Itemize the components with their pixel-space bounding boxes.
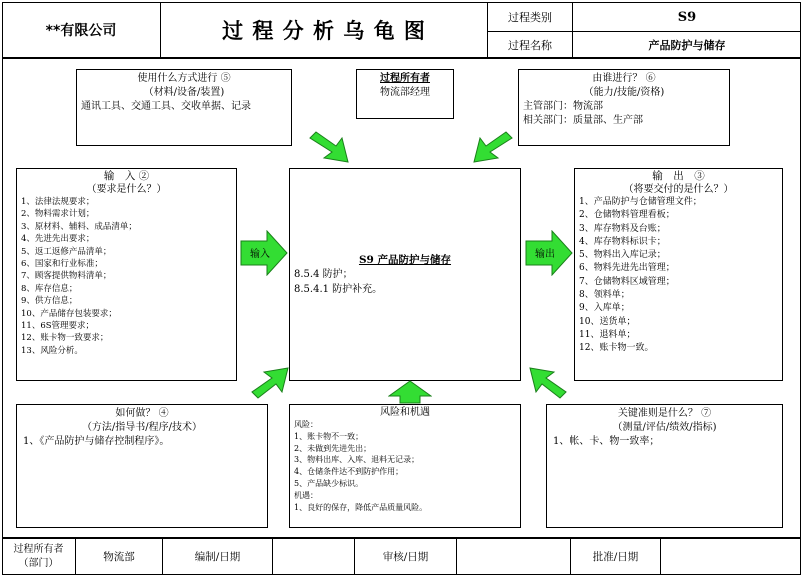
list-item: 1、产品防护与仓储管理文件； [579, 197, 702, 207]
list-item: 11、6S管理要求； [21, 321, 95, 332]
outputs-title: 输 出 ③ [652, 170, 705, 182]
center-title: S9 产品防护与储存 [358, 254, 452, 266]
list-item: 5、返工返修产品清单； [21, 246, 112, 257]
inputs-box [16, 168, 237, 381]
arrow-risk-to-process [388, 380, 432, 404]
outputs-list [579, 196, 778, 356]
criteria-title: 关键准则是什么？ ⑦ [617, 408, 712, 419]
list-item: 4、仓储条件达不到防护作用； [294, 467, 404, 477]
risk-label: 风险： [294, 420, 318, 429]
footer-approved-label: 批准/日期 [592, 551, 639, 563]
how-item: 1、《产品防护与储存控制程序》。 [23, 436, 170, 447]
who-box [518, 69, 730, 146]
criteria-item: 1、帐、卡、物一致率； [553, 436, 660, 447]
arrow-how-to-process [248, 362, 292, 402]
list-item: 1、账卡物不一致； [294, 431, 364, 441]
arrow-down-left-icon [468, 128, 516, 168]
company-name: **有限公司 [45, 22, 117, 39]
owner-value: 物流部经理 [380, 87, 430, 98]
who-subtitle: （能力/技能/资格) [583, 87, 665, 98]
list-item: 4、库存物料标识卡； [579, 236, 666, 247]
center-line-2: 8.5.4.1 防护补充。 [294, 284, 383, 295]
inputs-list [21, 196, 232, 357]
process-name-label: 过程名称 [508, 38, 552, 52]
list-item: 3、库存物料及台账； [579, 223, 666, 234]
list-item: 12、账卡物一致。 [579, 343, 654, 354]
list-item: 5、产品缺少标识。 [294, 478, 364, 488]
inputs-subtitle: （要求是什么？） [86, 184, 167, 195]
list-item: 1、法律法规要求； [21, 197, 95, 207]
list-item: 8、库存信息； [21, 283, 78, 294]
list-item: 9、入库单； [579, 303, 630, 314]
list-item: 13、风险分析。 [21, 345, 83, 356]
who-title: 由谁进行？ ⑥ [592, 73, 656, 84]
footer-approved-value[interactable] [661, 538, 801, 575]
list-item: 12、账卡物一致要求； [21, 333, 109, 344]
center-process-box [289, 168, 521, 381]
list-item: 6、国家和行业标准； [21, 259, 103, 270]
page-title: 过 程 分 析 乌 龟 图 [222, 17, 426, 43]
list-item: 5、物料出入库记录； [579, 250, 666, 261]
list-item: 10、送货单； [579, 316, 636, 327]
owner-box [356, 69, 454, 119]
process-name-value: 产品防护与储存 [648, 38, 726, 52]
list-item: 11、退料单； [579, 329, 636, 340]
footer-reviewed-label: 审核/日期 [382, 551, 429, 563]
arrow-who-to-process [468, 128, 516, 168]
outputs-box [574, 168, 783, 381]
footer-owner-value: 物流部 [103, 551, 135, 563]
header-bottom-line [2, 57, 801, 59]
list-item: 2、仓储物料管理看板； [579, 210, 675, 221]
process-type-label: 过程类别 [508, 11, 552, 24]
list-item: 3、物料出库、入库、退料无记录； [294, 455, 420, 465]
list-item: 7、顾客提供物料清单； [21, 271, 112, 282]
arrow-input [240, 230, 288, 276]
arrow-up-icon [388, 380, 432, 404]
risk-list [294, 431, 516, 490]
criteria-box [546, 404, 783, 528]
footer-prepared-value[interactable] [273, 538, 354, 575]
who-line-2: 相关部门：质量部、生产部 [523, 115, 643, 126]
how-title: 如何做？ ④ [115, 408, 169, 419]
arrow-resources-to-process [306, 128, 354, 168]
risk-title: 风险和机遇 [380, 407, 430, 418]
criteria-subtitle: （测量/评估/绩效/指标) [612, 422, 717, 433]
list-item: 6、物料先进先出管理； [579, 263, 675, 274]
list-item: 9、供方信息； [21, 296, 78, 307]
arrow-criteria-to-process [526, 362, 570, 402]
list-item: 4、先进先出要求； [21, 234, 95, 245]
footer-reviewed-value[interactable] [457, 538, 570, 575]
list-item: 2、未做到先进先出； [294, 443, 372, 453]
how-box [16, 404, 268, 528]
opportunity-label: 机遇： [294, 490, 318, 500]
who-line-1: 主管部门：物流部 [523, 101, 603, 112]
center-line-1: 8.5.4 防护； [294, 269, 353, 280]
arrow-up-left-icon [526, 362, 570, 402]
arrow-output-label: 输出 [535, 249, 555, 260]
process-type-value: S9 [677, 9, 697, 25]
list-item: 8、领料单； [579, 290, 630, 301]
footer-owner-label: 过程所有者 （部门） [13, 543, 64, 569]
list-item: 1、良好的保存，降低产品质量风险。 [294, 502, 428, 512]
list-item: 7、仓储物料区域管理； [579, 276, 675, 287]
owner-title: 过程所有者 [380, 73, 430, 84]
list-item: 10、产品储存包装要求； [21, 308, 117, 319]
risk-box [289, 404, 521, 528]
resources-box [76, 69, 292, 146]
how-subtitle: （方法/指导书/程序/技术） [81, 422, 203, 433]
arrow-input-label: 输入 [250, 249, 270, 260]
arrow-output [525, 230, 573, 276]
resources-content: 通讯工具、交通工具、交收单据、记录 [81, 101, 251, 112]
arrow-down-right-icon [306, 128, 354, 168]
arrow-up-right-icon [248, 362, 292, 402]
resources-subtitle: （材料/设备/装置) [143, 87, 225, 98]
outputs-subtitle: （将要交付的是什么？） [623, 184, 734, 195]
opportunity-list [294, 502, 516, 514]
inputs-title: 输 入 ② [103, 170, 150, 182]
list-item: 2、物料需求计划； [21, 209, 95, 220]
footer-prepared-label: 编制/日期 [194, 551, 241, 563]
list-item: 3、原材料、辅料、成品清单； [21, 221, 137, 232]
resources-title: 使用什么方式进行 ⑤ [137, 73, 231, 84]
